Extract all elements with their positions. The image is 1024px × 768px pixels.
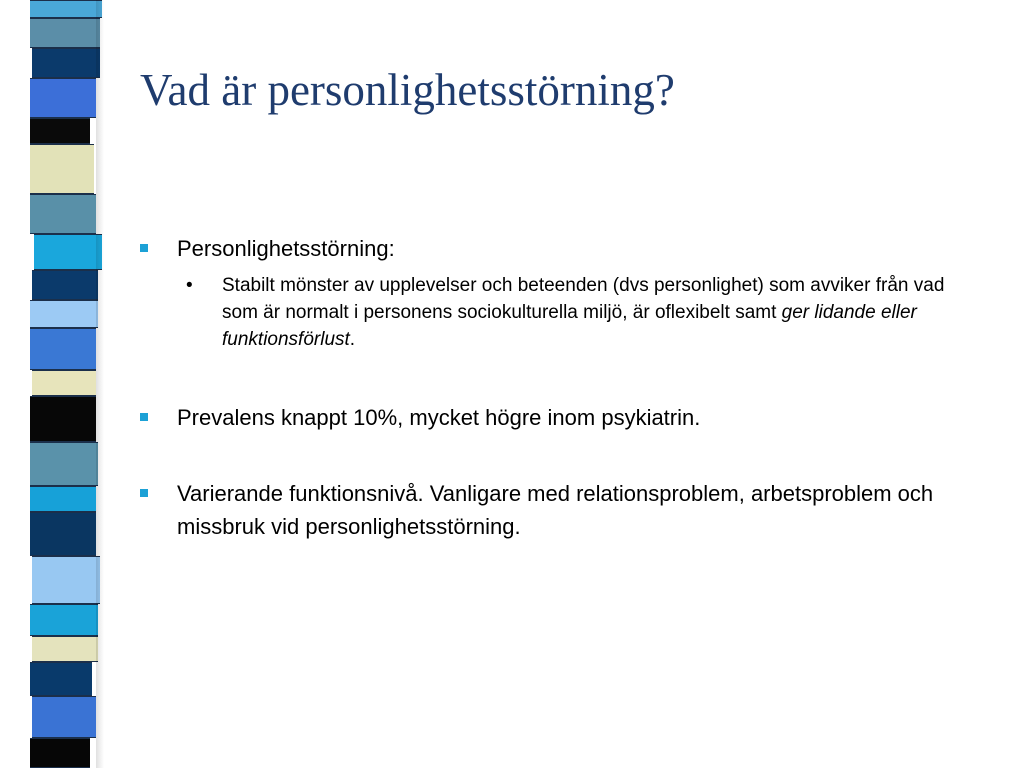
decorative-stripe <box>30 0 102 768</box>
stripe-segment <box>30 396 96 442</box>
square-bullet-icon <box>140 489 148 497</box>
stripe-segment <box>30 194 96 234</box>
stripe-segment <box>30 18 100 48</box>
stripe-segment <box>32 48 100 78</box>
sub-bullet-end: . <box>349 329 356 350</box>
stripe-segment <box>32 556 100 604</box>
stripe-segment <box>34 234 102 270</box>
bullet-text: Prevalens knappt 10%, mycket högre inom psykiatrin. <box>177 405 701 430</box>
sub-bullet-emphasis: ger lidande eller funktionsförlust <box>222 302 917 350</box>
stripe-segment <box>30 738 90 768</box>
stripe-segment <box>30 144 94 194</box>
stripe-segment <box>30 118 90 144</box>
slide-title: Vad är personlighetsstörning? <box>140 65 675 115</box>
stripe-segment <box>30 78 96 118</box>
sub-bullet-main: Stabilt mönster av upplevelser och beteenden (dvs personlighet) som avviker från vad som är normalt i personens sociokulturella miljö, är oflexibelt samt <box>222 275 945 323</box>
bullet-text: Varierande funktionsnivå. Vanligare med relationsproblem, arbetsproblem och missbruk vid personlighetsstörning. <box>177 481 934 539</box>
stripe-segment <box>32 696 96 738</box>
sub-bullet-text <box>222 272 962 353</box>
stripe-segment <box>32 370 96 396</box>
stripe-segment <box>30 486 96 512</box>
dot-bullet-icon: • <box>186 275 193 296</box>
stripe-segment <box>30 300 98 328</box>
stripe-segment <box>30 0 102 18</box>
stripe-shadow <box>96 0 104 768</box>
stripe-segment <box>30 328 96 370</box>
bullet-text: Personlighetsstörning: <box>177 236 395 261</box>
stripe-segment <box>30 604 98 636</box>
square-bullet-icon <box>140 413 148 421</box>
stripe-segment <box>30 512 96 556</box>
square-bullet-icon <box>140 244 148 252</box>
stripe-segment <box>32 636 98 662</box>
stripe-segment <box>30 442 98 486</box>
stripe-segment <box>30 662 92 696</box>
stripe-segment <box>32 270 98 300</box>
